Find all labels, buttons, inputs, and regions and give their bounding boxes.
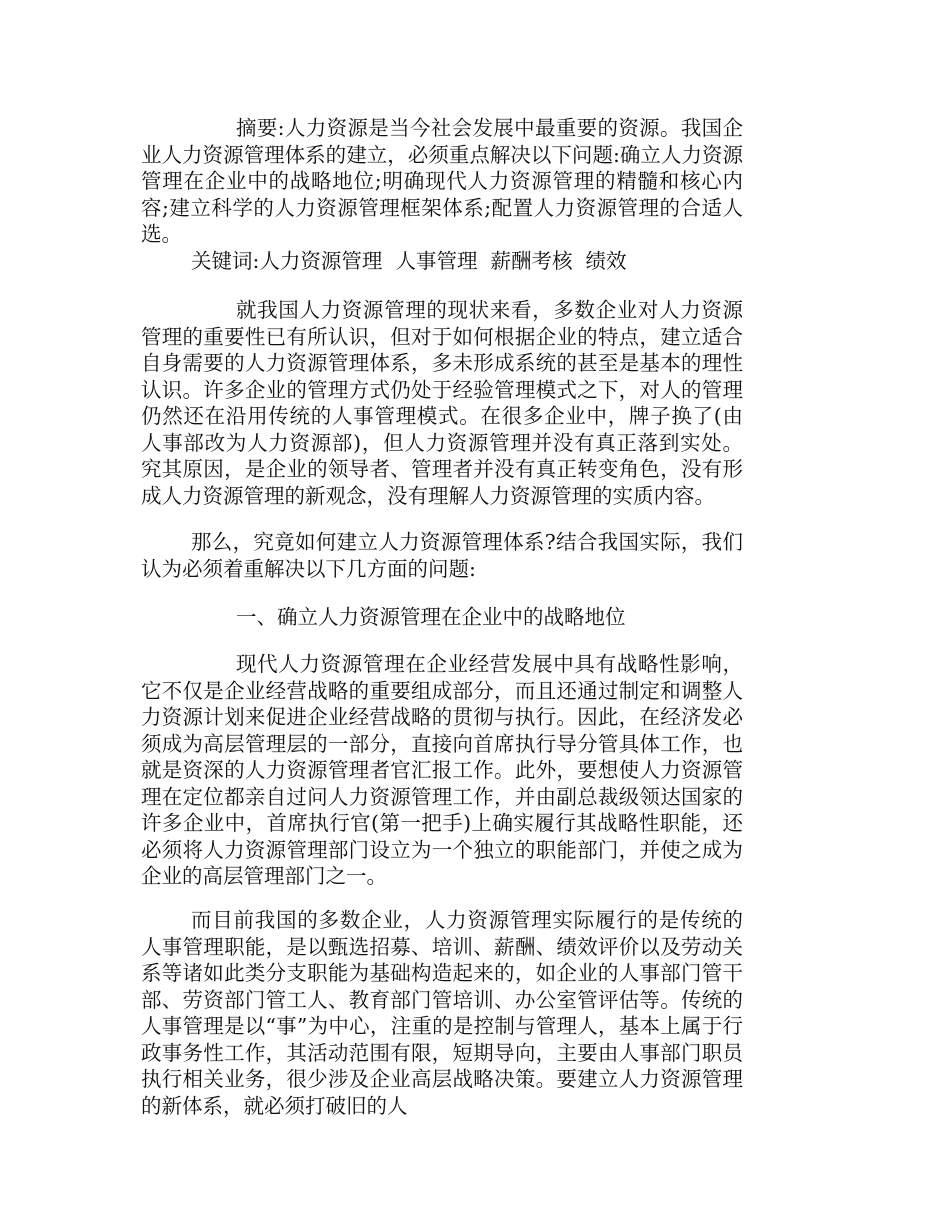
section-paragraph-2: 而目前我国的多数企业，人力资源管理实际履行的是传统的人事管理职能，是以甄选招募、培训、薪酬、绩效评价以及劳动关系等诸如此类分支职能为基础构造起来的，如企业的人事部门管干部、劳资部门管工人、教育部门管培训、办公室管评估等。传统的人事管理是以“事”为中心，注重的是控制与管理人，基本上属于行政事务性工作，其活动范围有限，短期导向，主要由人事部门职员执行相关业务，很少涉及企业高层战略决策。要建立人力资源管理的新体系，就必须打破旧的人 — [141, 908, 743, 1118]
section-heading: 一、确立人力资源管理在企业中的战略地位 — [236, 605, 626, 629]
section-paragraph-1: 现代人力资源管理在企业经营发展中具有战略性影响，它不仅是企业经营战略的重要组成部分，而且还通过制定和调整人力资源计划来促进企业经营战略的贯彻与执行。因此，在经济发必须成为高层管理层的一部分，直接向首席执行导分管具体工作，也就是资深的人力资源管理者官汇报工作。此外，要想使人力资源管理在定位都亲自过问人力资源管理工作，并由副总裁级领达国家的许多企业中，首席执行官(第一把手)上确实履行其战略性职能，还必须将人力资源管理部门设立为一个独立的职能部门，并使之成为企业的高层管理部门之一。 — [141, 652, 743, 888]
body-paragraph-2: 那么，究竟如何建立人力资源管理体系?结合我国实际，我们认为必须着重解决以下几方面的问题: — [141, 530, 743, 581]
body-paragraph-1: 就我国人力资源管理的现状来看，多数企业对人力资源管理的重要性已有所认识，但对于如何根据企业的特点，建立适合自身需要的人力资源管理体系，多未形成系统的甚至是基本的理性认识。许多企业的管理方式仍处于经验管理模式之下，对人的管理仍然还在沿用传统的人事管理模式。在很多企业中，牌子换了(由人事部改为人力资源部)，但人力资源管理并没有真正落到实处。究其原因，是企业的领导者、管理者并没有真正转变角色，没有形成人力资源管理的新观念，没有理解人力资源管理的实质内容。 — [141, 298, 743, 508]
abstract-paragraph: 摘要:人力资源是当今社会发展中最重要的资源。我国企业人力资源管理体系的建立，必须重点解决以下问题:确立人力资源管理在企业中的战略地位;明确现代人力资源管理的精髓和核心内容;建立科学的人力资源管理框架体系;配置人力资源管理的合适人选。 — [141, 116, 743, 246]
keywords-line: 关键词:人力资源管理 人事管理 薪酬考核 绩效 — [191, 249, 627, 273]
